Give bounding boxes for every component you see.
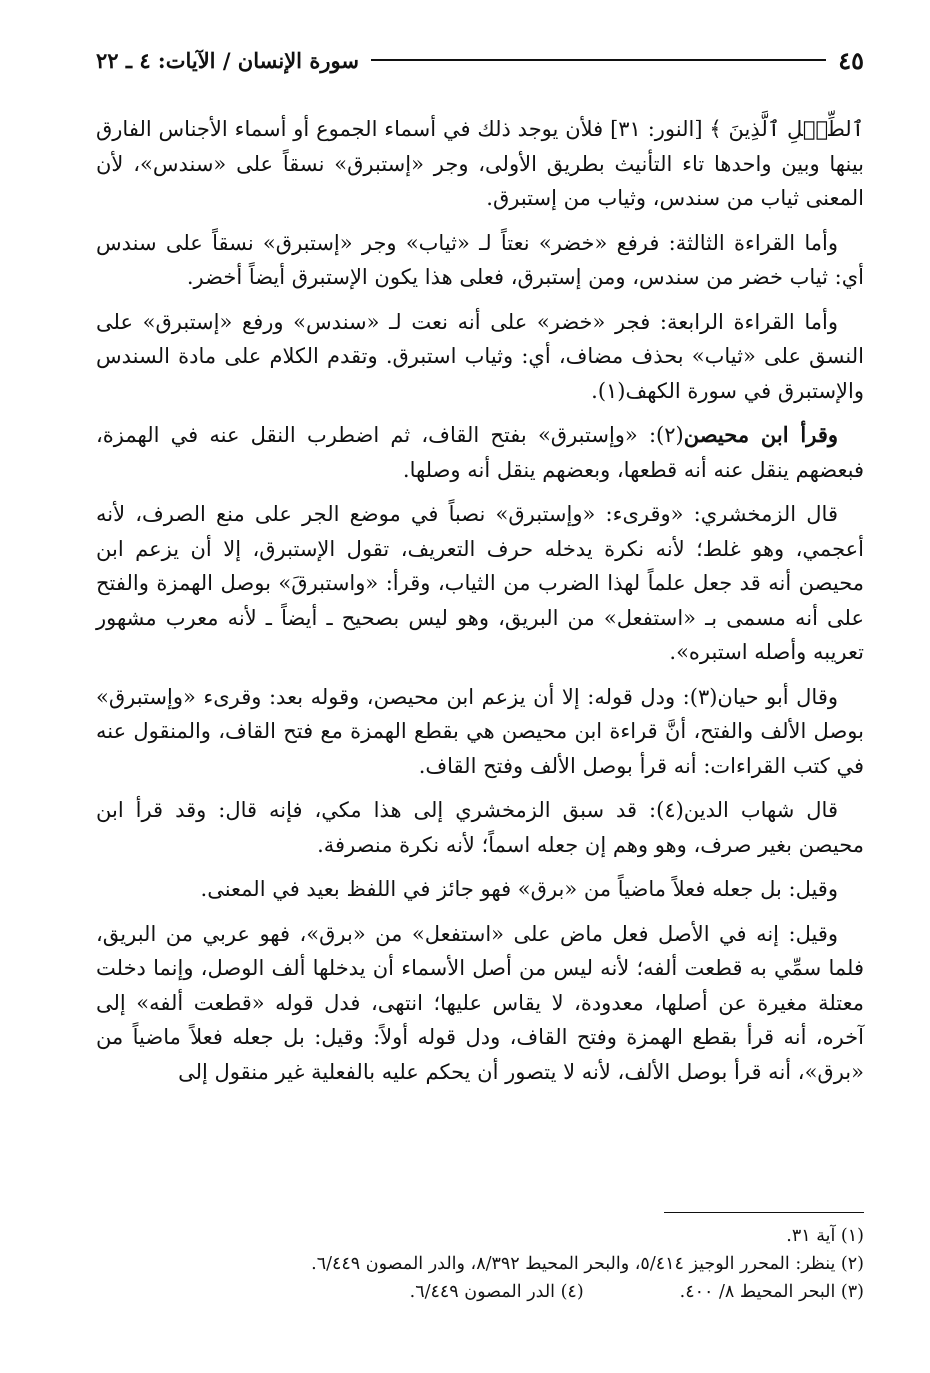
paragraph-6 bbox=[96, 680, 864, 784]
page-header bbox=[96, 40, 864, 80]
paragraph-1 bbox=[96, 112, 864, 216]
header-rule bbox=[371, 59, 826, 61]
paragraph-text: قال الزمخشري: «وقرىء: «وإستبرق» نصباً في موضع الجر على منع الصرف، لأنه أعجمي، وهو غلط؛ لأنه نكرة يدخله حرف التعريف، تقول الإستبرق، إلا أن يزعم ابن محيصن أنه قد جعل علماً لهذا الضرب من الثياب، وقرأ: «واستبرقَ» بوصل الهمزة والفتح على أنه مسمى بـ «استفعل» من البريق، وهو ليس بصحيح ـ أيضاً ـ لأنه معرب مشهور تعريبه وأصله استبره». bbox=[96, 502, 864, 664]
paragraph-text: وقال أبو حيان(٣): ودل قوله: إلا أن يزعم ابن محيصن، وقوله بعد: وقرىء «وإستبرق» بوصل الألف والفتح، أنَّ قراءة ابن محيصن هي بقطع الهمزة مع فتح القاف، والمنقول عنه في كتب القراءات: أنه قرأ بوصل الألف وفتح القاف. bbox=[96, 684, 864, 778]
paragraph-text: ٱلطِّفۡلِ ٱلَّذِينَ ﴾ [النور: ٣١] فلأن يوجد ذلك في أسماء الجموع أو أسماء الأجناس الفارق بينها وبين واحدها تاء التأنيث بطريق الأولى، وجر «إستبرق» نسقاً على «سندس»، لأن المعنى ثياب من سندس، وثياب من إستبرق. bbox=[96, 117, 864, 210]
paragraph-7 bbox=[96, 793, 864, 862]
main-text bbox=[96, 112, 864, 1099]
paragraph-3 bbox=[96, 305, 864, 409]
footnotes bbox=[96, 1222, 864, 1306]
paragraph-text: وقيل: إنه في الأصل فعل ماض على «استفعل» من «برق»، فهو عربي من البريق، فلما سمِّي به قطعت ألفه؛ لأنه ليس من أصل الأسماء أن يدخلها ألف الوصل، وإنما دخلت معتلة مغيرة عن أصلها، معدودة، لا يقاس عليها؛ انتهى، فدل قوله «قطعت ألفه» إلى آخره، أنه قرأ بقطع الهمزة وفتح القاف، ودل قوله أولاً: وقيل: بل جعله فعلاً ماضياً من «برق»، أنه قرأ بوصل الألف، لأنه لا يتصور أن يحكم عليه بالفعلية غير منقول إلى bbox=[96, 921, 864, 1084]
paragraph-text: (٢): «وإستبرق» بفتح القاف، ثم اضطرب النقل عنه في الهمزة، فبعضهم ينقل عنه أنه قطعها، وبعضهم ينقل أنه وصلها. bbox=[96, 423, 864, 482]
paragraph-text: وأما القراءة الرابعة: فجر «خضر» على أنه نعت لـ «سندس» ورفع «إستبرق» على النسق على «ثياب» بحذف مضاف، أي: وثياب استبرق. وتقدم الكلام على مادة السندس والإستبرق في سورة الكهف(١). bbox=[96, 309, 864, 403]
paragraph-5 bbox=[96, 497, 864, 670]
paragraph-text: وأما القراءة الثالثة: فرفع «خضر» نعتاً لـ «ثياب» وجر «إستبرق» نسقاً على سندس أي: ثياب خضر من سندس، ومن إستبرق، فعلى هذا يكون الإستبرق أيضاً أخضر. bbox=[96, 230, 864, 289]
footnote-rule bbox=[664, 1212, 864, 1213]
footnote-3: (٣) البحر المحيط ٨/ ٤٠٠. bbox=[679, 1282, 864, 1302]
paragraph-lead: وقرأ ابن محيصن bbox=[683, 422, 838, 447]
footnote-4: (٤) الدر المصون ٦/٤٤٩. bbox=[409, 1282, 584, 1302]
page-number: ٤٥ bbox=[838, 45, 864, 75]
footnote-2: (٢) ينظر: المحرر الوجيز ٥/٤١٤، والبحر المحيط ٨/٣٩٢، والدر المصون ٦/٤٤٩. bbox=[311, 1254, 864, 1274]
footnote-1: (١) آية ٣١. bbox=[786, 1226, 864, 1246]
paragraph-2 bbox=[96, 226, 864, 295]
paragraph-9 bbox=[96, 917, 864, 1090]
footnote-row bbox=[96, 1278, 864, 1306]
paragraph-text: قال شهاب الدين(٤): قد سبق الزمخشري إلى هذا مكي، فإنه قال: وقد قرأ ابن محيصن بغير صرف، وهو وهم إن جعله اسماً؛ لأنه نكرة منصرفة. bbox=[96, 798, 864, 857]
paragraph-4 bbox=[96, 418, 864, 487]
running-title: سورة الإنسان / الآيات: ٤ ـ ٢٢ bbox=[96, 47, 359, 73]
paragraph-text: وقيل: بل جعله فعلاً ماضياً من «برق» فهو جائز في اللفظ بعيد في المعنى. bbox=[200, 877, 838, 901]
paragraph-8 bbox=[96, 872, 864, 907]
